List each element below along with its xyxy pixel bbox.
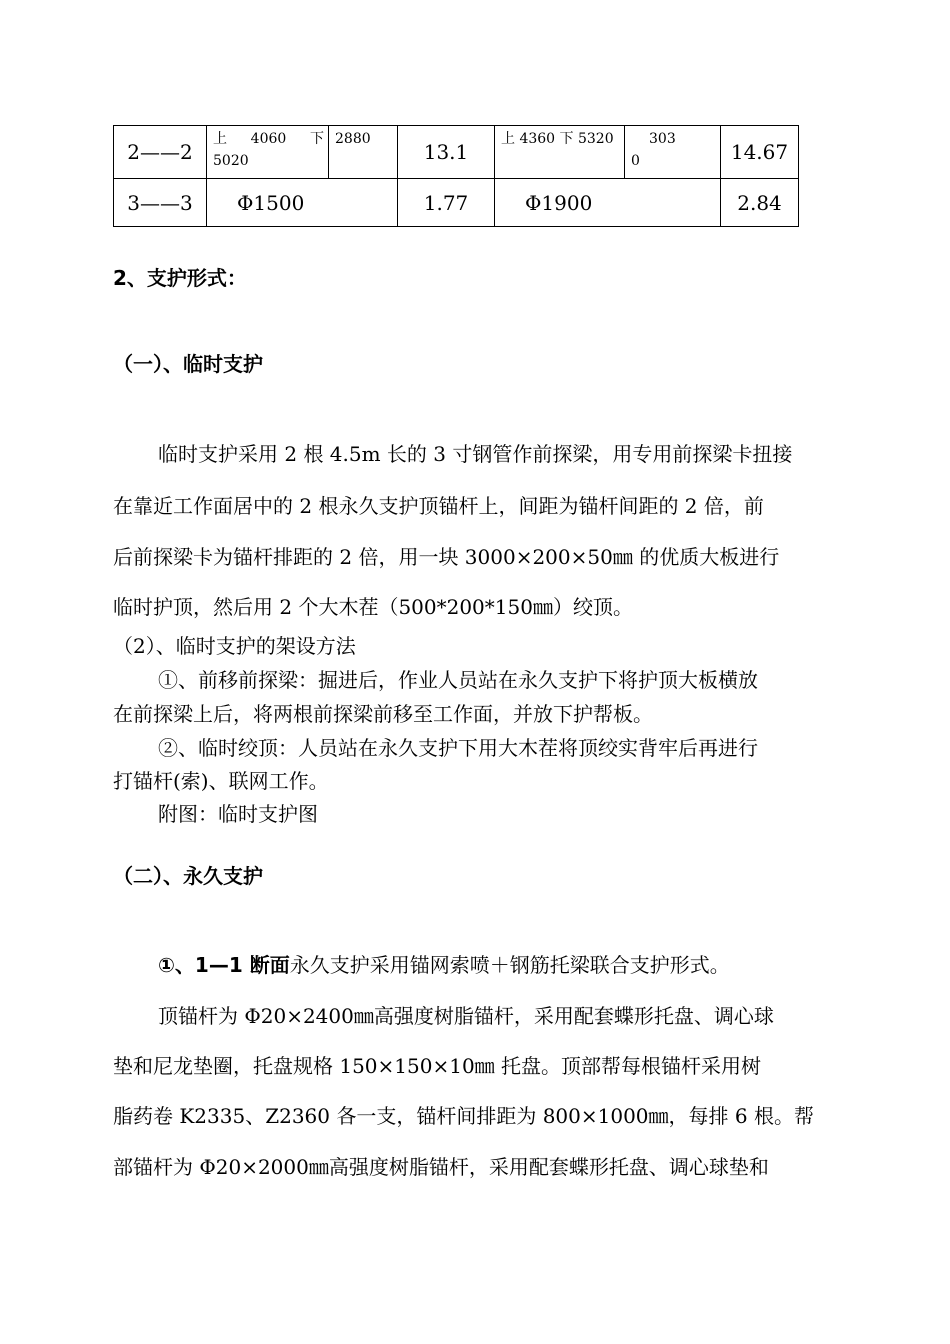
method-item-2-cont: 打锚杆(索)、联网工作。 — [113, 769, 329, 793]
text: 在靠近工作面居中的 2 根永久支护顶锚杆上，间距为锚杆间距的 2 倍，前 — [113, 494, 764, 518]
paragraph-line: 部锚杆为 Φ20×2000㎜高强度树脂锚杆，采用配套蝶形托盘、调心球垫和 — [113, 1155, 769, 1179]
text-line — [158, 438, 837, 467]
cell-text: 上 — [213, 131, 227, 147]
paragraph-line — [113, 541, 837, 570]
table-cell — [625, 126, 721, 179]
table-cell: 13.1 — [398, 126, 495, 179]
table-row — [114, 126, 799, 179]
method-item-1: ①、前移前探梁：掘进后，作业人员站在永久支护下将护顶大板横放 — [158, 668, 758, 692]
paragraph-line: 垫和尼龙垫圈，托盘规格 150×150×10㎜ 托盘。顶部帮每根锚杆采用树 — [113, 1054, 762, 1078]
cell-text: 4060 — [250, 131, 287, 147]
perm-intro-text: 永久支护采用锚网索喷＋钢筋托梁联合支护形式。 — [289, 953, 730, 977]
table-cell — [207, 179, 398, 227]
cell-text: Φ1900 — [525, 190, 593, 215]
subsection-heading: （一）、临时支护 — [113, 352, 263, 376]
perm-intro — [158, 949, 882, 978]
cell-text: Φ1500 — [237, 190, 305, 215]
paragraph-line: 脂药卷 K2335、Z2360 各一支，锚杆间排距为 800×1000㎜，每排 6 根。帮 — [113, 1104, 814, 1128]
method-item-2: ②、临时绞顶：人员站在永久支护下用大木茬将顶绞实背牢后再进行 — [158, 736, 758, 760]
table-cell: 上 4360 下 5320 — [495, 126, 625, 179]
section-spec-table — [113, 125, 799, 227]
paragraph-line — [113, 591, 837, 620]
paragraph-line: 顶锚杆为 Φ20×2400㎜高强度树脂锚杆，采用配套蝶形托盘、调心球 — [158, 1004, 774, 1028]
table-cell: 2——2 — [114, 126, 207, 179]
table-cell: 3——3 — [114, 179, 207, 227]
text: 临时护顶，然后用 2 个大木茬（500*200*150㎜）绞顶。 — [113, 595, 633, 619]
table-cell: 2880 — [329, 126, 398, 179]
section-heading: 2、支护形式： — [113, 266, 247, 290]
cell-text: 下 — [309, 131, 324, 147]
perm-intro-label: ①、1—1 断面 — [158, 953, 290, 977]
cell-text: 303 — [649, 131, 676, 147]
cell-text: 5020 — [213, 153, 249, 169]
table-cell — [495, 179, 721, 227]
text: 后前探梁卡为锚杆排距的 2 倍，用一块 3000×200×50㎜ 的优质大板进行 — [113, 545, 780, 569]
table-row — [114, 179, 799, 227]
paragraph-line — [158, 438, 837, 467]
table-cell: 2.84 — [721, 179, 799, 227]
method-heading: （2）、临时支护的架设方法 — [113, 634, 356, 658]
cell-text: 0 — [631, 153, 640, 169]
paragraph-line — [113, 490, 837, 519]
figure-note: 附图：临时支护图 — [158, 802, 318, 826]
table-cell — [207, 126, 329, 179]
method-item-1-cont: 在前探梁上后，将两根前探梁前移至工作面，并放下护帮板。 — [113, 702, 653, 726]
text: 临时支护采用 2 根 4.5m 长的 3 寸钢管作前探梁，用专用前探梁卡扭接 — [158, 442, 793, 466]
table-cell: 14.67 — [721, 126, 799, 179]
subsection-heading: （二）、永久支护 — [113, 864, 263, 888]
table-cell: 1.77 — [398, 179, 495, 227]
